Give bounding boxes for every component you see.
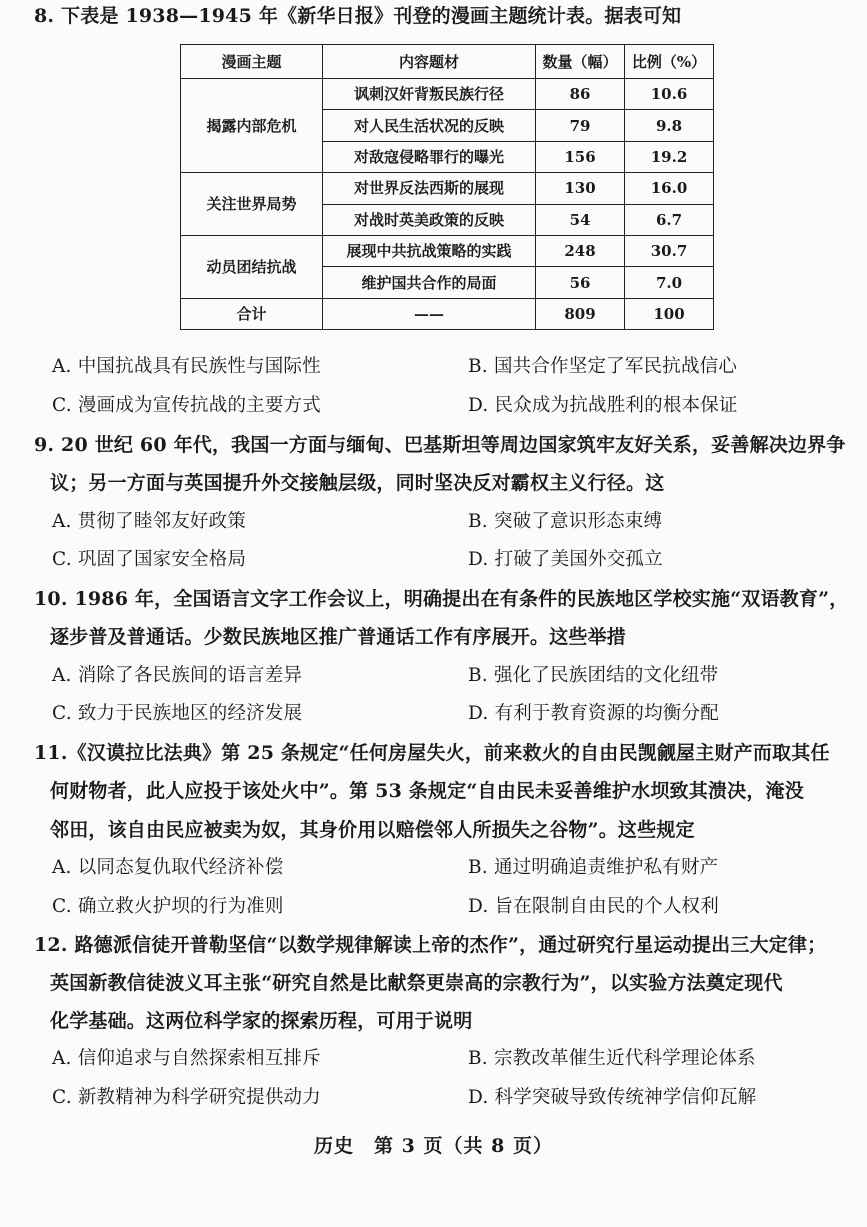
table-theme-cell: 动员团结抗战	[181, 235, 323, 298]
question-11-option-c: C. 确立救火护坝的行为准则	[52, 896, 284, 917]
table-topic-cell: 对战时英美政策的反映	[323, 204, 536, 235]
question-12-option-b: B. 宗教改革催生近代科学理论体系	[468, 1048, 756, 1069]
question-11-option-a: A. 以同态复仇取代经济补偿	[52, 857, 284, 878]
table-header-row	[181, 45, 714, 79]
question-12-option-c: C. 新教精神为科学研究提供动力	[52, 1087, 321, 1108]
question-9-option-d: D. 打破了美国外交孤立	[468, 549, 663, 570]
question-11-stem-line-3: 邻田，该自由民应被卖为奴，其身价用以赔偿邻人所损失之谷物”。这些规定	[50, 819, 695, 841]
question-10-stem-line-2: 逐步普及普通话。少数民族地区推广普通话工作有序展开。这些举措	[50, 626, 627, 648]
question-12-option-d: D. 科学突破导致传统神学信仰瓦解	[468, 1087, 757, 1108]
table-ratio-cell: 16.0	[625, 173, 714, 204]
table-total-topic: ——	[323, 298, 536, 329]
table-ratio-cell: 7.0	[625, 267, 714, 298]
question-10-option-b: B. 强化了民族团结的文化纽带	[468, 665, 719, 686]
table-topic-cell: 讽刺汉奸背叛民族行径	[323, 79, 536, 110]
question-8-stem: 8. 下表是 1938—1945 年《新华日报》刊登的漫画主题统计表。据表可知	[34, 5, 682, 27]
table-ratio-cell: 10.6	[625, 79, 714, 110]
table-count-cell: 130	[536, 173, 625, 204]
table-topic-cell: 对人民生活状况的反映	[323, 110, 536, 141]
question-9-option-b: B. 突破了意识形态束缚	[468, 511, 663, 532]
question-8-option-a: A. 中国抗战具有民族性与国际性	[52, 356, 321, 377]
question-11-stem-line-1: 11.《汉谟拉比法典》第 25 条规定“任何房屋失火，前来救火的自由民觊觎屋主财产而取其任	[34, 742, 830, 764]
table-count-cell: 156	[536, 141, 625, 172]
question-12-option-a: A. 信仰追求与自然探索相互排斥	[52, 1048, 321, 1069]
table-total-ratio: 100	[625, 298, 714, 329]
table-theme-cell: 揭露内部危机	[181, 79, 323, 173]
table-ratio-cell: 9.8	[625, 110, 714, 141]
table-header-cell: 比例（%）	[625, 45, 714, 79]
question-9-stem-line-2: 议；另一方面与英国提升外交接触层级，同时坚决反对霸权主义行径。这	[50, 472, 665, 494]
question-8-option-d: D. 民众成为抗战胜利的根本保证	[468, 395, 738, 416]
table-row	[181, 173, 714, 204]
question-9-option-c: C. 巩固了国家安全格局	[52, 549, 247, 570]
question-9-option-a: A. 贯彻了睦邻友好政策	[52, 511, 247, 532]
table-count-cell: 86	[536, 79, 625, 110]
table-ratio-cell: 30.7	[625, 235, 714, 266]
table-count-cell: 248	[536, 235, 625, 266]
table-total-label: 合计	[181, 298, 323, 329]
table-topic-cell: 维护国共合作的局面	[323, 267, 536, 298]
table-header-cell: 漫画主题	[181, 45, 323, 79]
page-footer: 历史 第 3 页（共 8 页）	[314, 1135, 553, 1157]
question-11-option-d: D. 旨在限制自由民的个人权利	[468, 896, 719, 917]
table-total-count: 809	[536, 298, 625, 329]
table-count-cell: 56	[536, 267, 625, 298]
question-10-stem-line-1: 10. 1986 年，全国语言文字工作会议上，明确提出在有条件的民族地区学校实施“双语教育”，	[34, 588, 849, 610]
table-count-cell: 54	[536, 204, 625, 235]
table-ratio-cell: 6.7	[625, 204, 714, 235]
table-row	[181, 235, 714, 266]
question-8-option-c: C. 漫画成为宣传抗战的主要方式	[52, 395, 321, 416]
question-12-stem-line-2: 英国新教信徒波义耳主张“研究自然是比献祭更崇高的宗教行为”，以实验方法奠定现代	[50, 972, 783, 994]
table-ratio-cell: 19.2	[625, 141, 714, 172]
table-theme-cell: 关注世界局势	[181, 173, 323, 236]
question-12-stem-line-1: 12. 路德派信徒开普勒坚信“以数学规律解读上帝的杰作”，通过研究行星运动提出三大定律；	[34, 934, 827, 956]
table-count-cell: 79	[536, 110, 625, 141]
question-9-stem-line-1: 9. 20 世纪 60 年代，我国一方面与缅甸、巴基斯坦等周边国家筑牢友好关系，妥善解决边界争	[34, 434, 846, 456]
table-header-cell: 内容题材	[323, 45, 536, 79]
table-topic-cell: 展现中共抗战策略的实践	[323, 235, 536, 266]
question-11-stem-line-2: 何财物者，此人应投于该处火中”。第 53 条规定“自由民未妥善维护水坝致其溃决，淹没	[50, 780, 804, 802]
question-10-option-a: A. 消除了各民族间的语言差异	[52, 665, 303, 686]
table-row	[181, 79, 714, 110]
table-topic-cell: 对敌寇侵略罪行的曝光	[323, 141, 536, 172]
question-10-option-d: D. 有利于教育资源的均衡分配	[468, 703, 719, 724]
question-10-option-c: C. 致力于民族地区的经济发展	[52, 703, 303, 724]
table-header-cell: 数量（幅）	[536, 45, 625, 79]
cartoon-theme-table	[180, 44, 714, 330]
table-total-row	[181, 298, 714, 329]
question-12-stem-line-3: 化学基础。这两位科学家的探索历程，可用于说明	[50, 1010, 473, 1032]
table-topic-cell: 对世界反法西斯的展现	[323, 173, 536, 204]
question-8-option-b: B. 国共合作坚定了军民抗战信心	[468, 356, 738, 377]
question-11-option-b: B. 通过明确追责维护私有财产	[468, 857, 719, 878]
